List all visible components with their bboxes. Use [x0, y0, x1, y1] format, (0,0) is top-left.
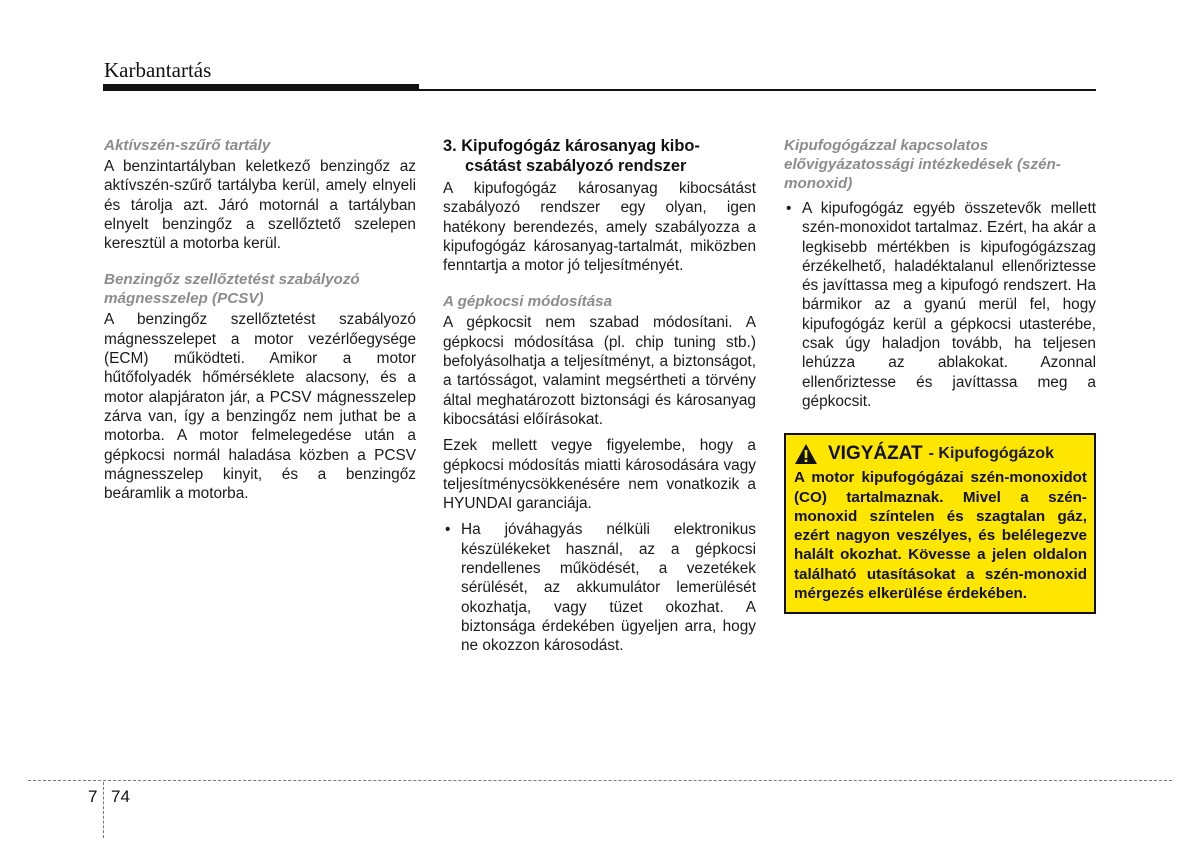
warning-body: A motor kipufogógázai szén-monoxidot (CO) tartalmaznak. Mivel a szén-monoxid színtelen és szagtalan gáz, ezért nagyon veszélyes, és belélegezve halált okozhat. Kövesse a jelen oldalon található utasításokat a szén-monoxid mérgezés elkerülése érdekében.	[794, 469, 1087, 603]
header-rule-thick	[103, 84, 419, 91]
section-body-pcsv: A benzingőz szellőztetést szabályozó mágnesszelepet a motor vezérlőegysége (ECM) működteti. Amikor a motor hűtőfolyadék hőmérséklete alacsony, és a motor alapjáraton jár, a PCSV mágnesszelep zárva van, így a benzingőz nem juthat be a motorba. A motor felmelegedése után a gépkocsi normál haladása közben a PCSV mágnesszelep kinyit, és a benzingőz beáramlik a motorba.	[104, 311, 416, 503]
section-title-exhaust-precautions: Kipufogógázzal kapcsolatos elővigyázatossági intézkedések (szén-monoxid)	[784, 137, 1061, 192]
list-item-text: Ha jóváhagyás nélküli elektronikus készülékeket használ, az a gépkocsi rendellenes működését, a vezetékek sérülését, az akkumulátor lemerülését okozhatja, vagy tüzet okozhat. A biztonsága érdekében ügyeljen arra, hogy ne okozzon károsodást.	[461, 521, 756, 655]
warning-header	[794, 442, 1087, 466]
section-title-pcsv: Benzingőz szellőztetést szabályozó mágnesszelep (PCSV)	[104, 271, 360, 308]
section-heading-emission-control	[443, 136, 756, 176]
footer-dashed-rule	[28, 780, 1172, 781]
section-body-emission-intro: A kipufogógáz károsanyag kibocsátást szabályozó rendszer egy olyan, igen hatékony berendezés, amely szabályozza a kipufogógáz károsanyag-tartalmát, miközben fenntartja a motor jó teljesítményét.	[443, 180, 756, 275]
list-item	[443, 520, 756, 655]
column-middle	[443, 136, 756, 656]
warning-box	[784, 433, 1096, 614]
column-right	[784, 136, 1096, 614]
warning-subtitle: - Kipufogógázok	[928, 445, 1054, 463]
section-body-modification-2: Ezek mellett vegye figyelembe, hogy a gépkocsi módosítás miatti károsodására vagy teljesítménycsökkenésére nem vonatkozik a HYUNDAI garanciája.	[443, 437, 756, 513]
warning-title: VIGYÁZAT	[828, 443, 923, 465]
header-rule-thin	[419, 89, 1096, 91]
section-body-carbon-canister: A benzintartályban keletkező benzingőz az aktívszén-szűrő tartályba kerül, amely elnyeli és tárolja azt. Járó motornál a tartályban elnyelt benzingőz a szellőztető szelepen keresztül a motorba kerül.	[104, 158, 416, 253]
page-header-title: Karbantartás	[104, 58, 212, 82]
section-title-carbon-canister: Aktívszén-szűrő tartály	[104, 137, 271, 154]
section-title-vehicle-modification: A gépkocsi módosítása	[443, 293, 613, 311]
heading-line-1: 3. Kipufogógáz károsanyag kibo-	[443, 137, 700, 155]
heading-line-2: csátást szabályozó rendszer	[465, 157, 687, 175]
chapter-number: 7	[88, 787, 98, 806]
list-item	[784, 199, 1096, 411]
section-body-modification-1: A gépkocsit nem szabad módosítani. A gépkocsi módosítása (pl. chip tuning stb.) befolyásolhatja a teljesítményt, a biztonságot, a tartósságot, valamint megsértheti a törvény által meghatározott biztonsági és károsanyag kibocsátási előírásokat.	[443, 314, 756, 428]
warning-triangle-icon	[794, 443, 818, 465]
bullet-mark: •	[445, 521, 451, 539]
page-number: 74	[111, 787, 130, 806]
column-left	[104, 136, 416, 503]
list-item-text: A kipufogógáz egyéb összetevők mellett szén-monoxidot tartalmaz. Ezért, ha akár a legkisebb mértékben is kipufogógázszag érzékelhető, haladéktalanul ellenőriztesse és javíttassa meg a kipufogó rendszert. Ha bármikor az a gyanú merül fel, hogy kipufogógáz kerül a gépkocsi utasterébe, csak úgy haladjon tovább, ha teljesen lehúzza az ablakokat. Azonnal ellenőriztesse és javíttassa meg a gépkocsit.	[802, 200, 1096, 410]
footer-dashed-divider	[103, 782, 104, 838]
bullet-mark: •	[786, 200, 792, 217]
